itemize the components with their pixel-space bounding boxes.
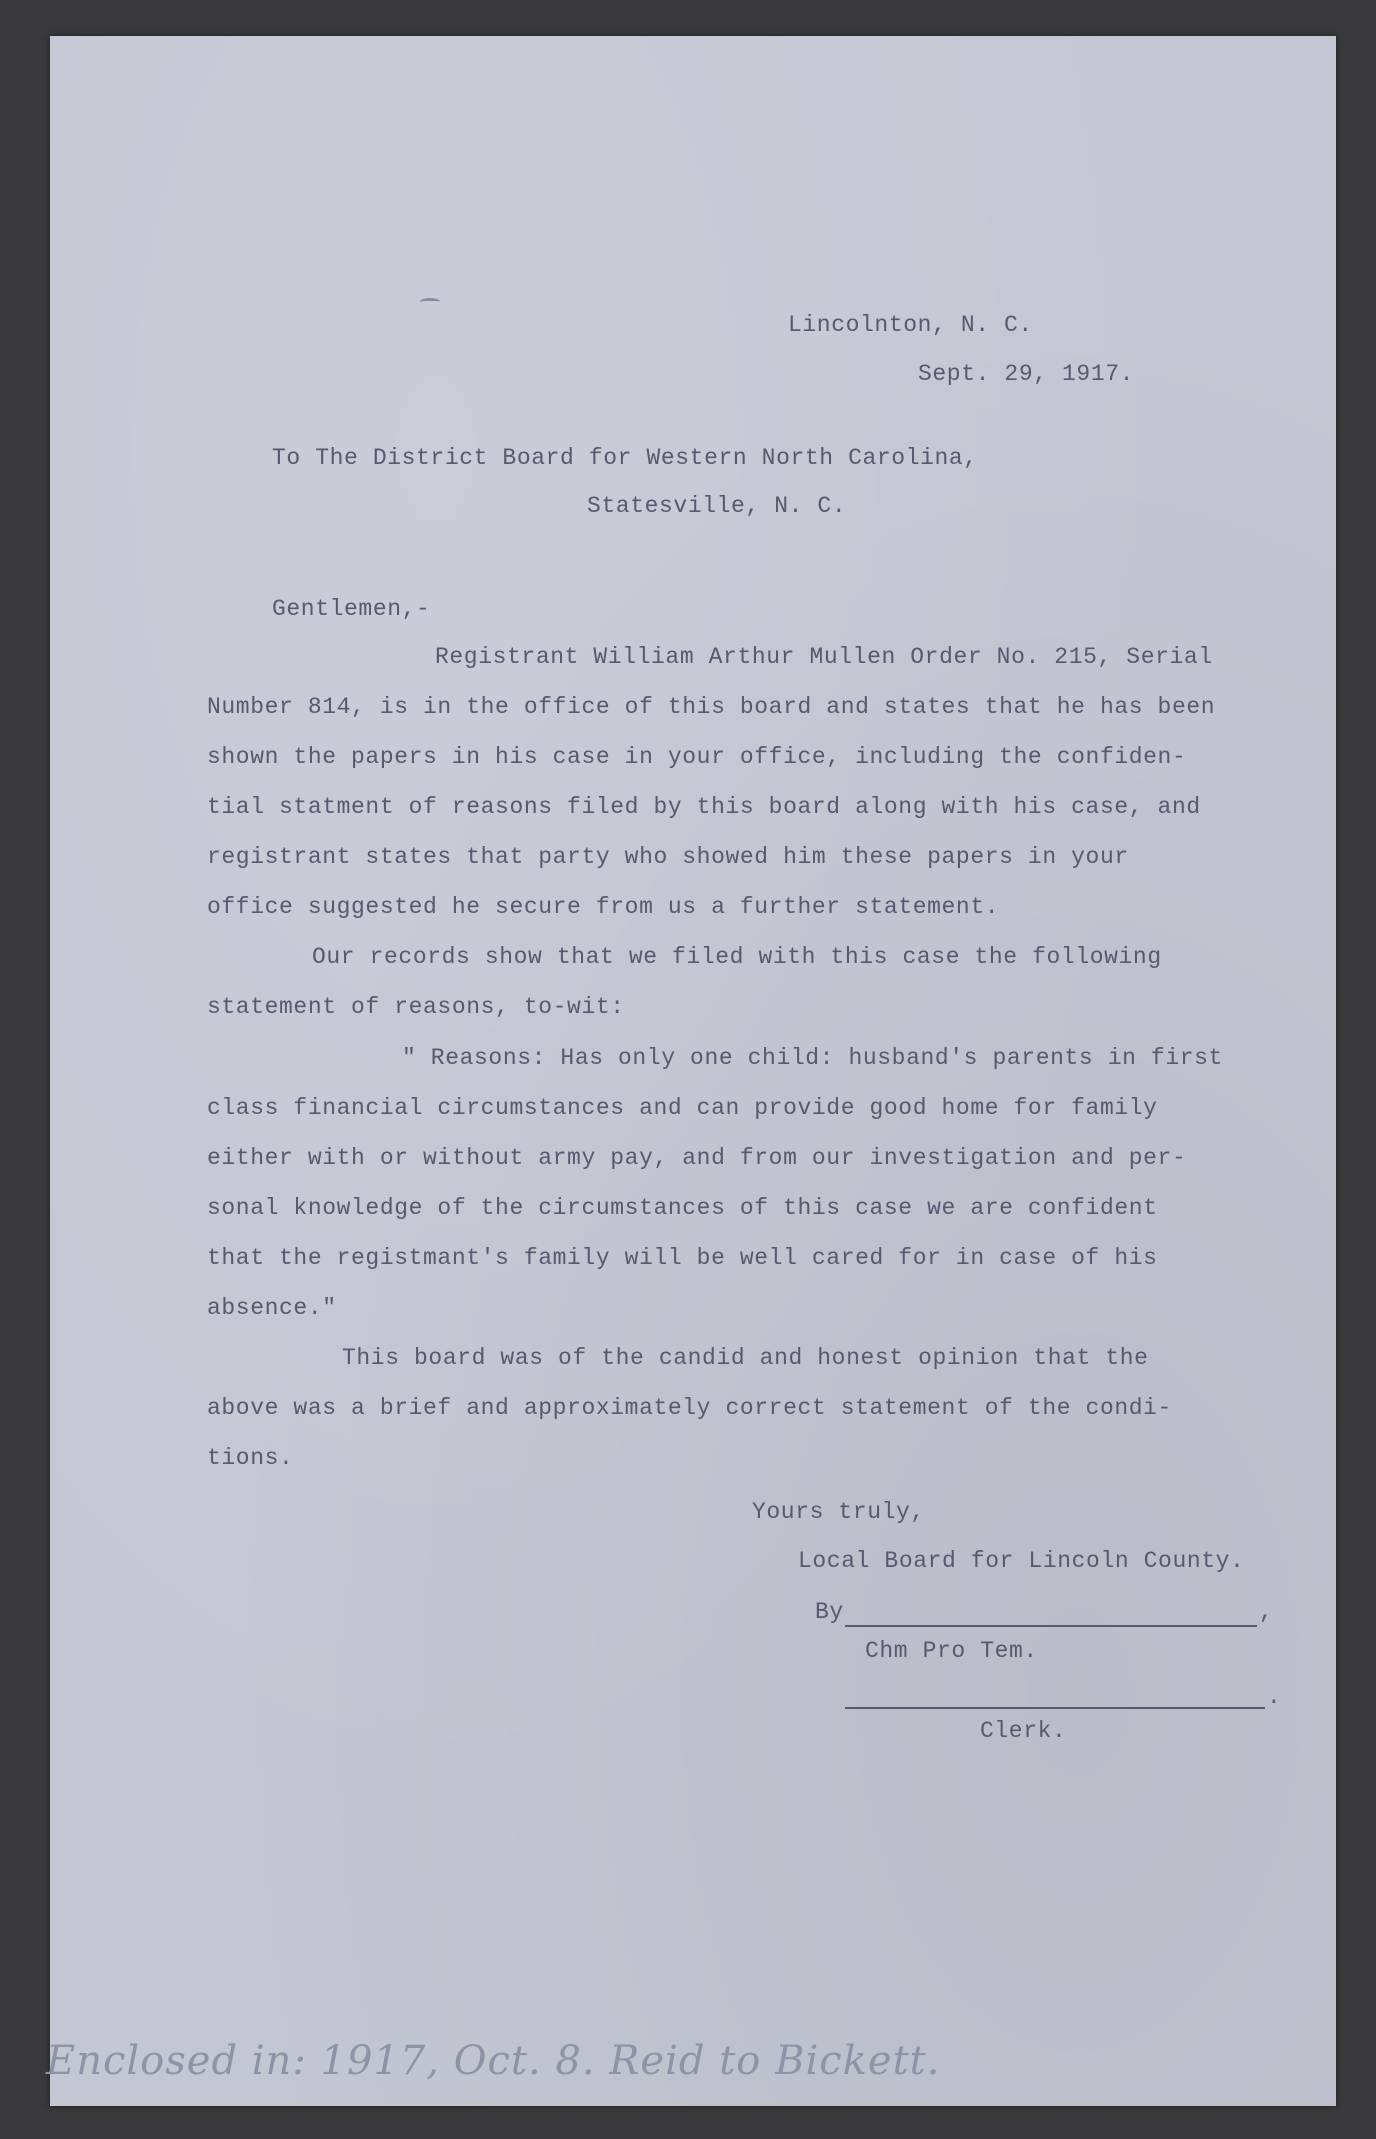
quote-line: sonal knowledge of the circumstances of this case we are confident: [207, 1195, 1158, 1221]
quote-line: absence.": [207, 1295, 337, 1321]
body-line: registrant states that party who showed him these papers in your: [207, 844, 1129, 870]
clerk-line-end: .: [1267, 1684, 1282, 1710]
body-line: Number 814, is in the office of this board and states that he has been: [207, 694, 1216, 720]
handwritten-archive-note: Enclosed in: 1917, Oct. 8. Reid to Bickett.: [46, 2038, 941, 2084]
letter-date: Sept. 29, 1917.: [918, 361, 1135, 387]
letter-page: [46, 36, 1336, 2106]
body-line: Registrant William Arthur Mullen Order No. 215, Serial: [435, 644, 1213, 670]
body-line: above was a brief and approximately correct statement of the condi-: [207, 1395, 1172, 1421]
quote-line: either with or without army pay, and from our investigation and per-: [207, 1145, 1187, 1171]
body-line: office suggested he secure from us a further statement.: [207, 894, 1000, 920]
signing-organization: Local Board for Lincoln County.: [798, 1548, 1245, 1574]
clerk-signature-line: [845, 1707, 1265, 1709]
address-line-2: Statesville, N. C.: [587, 493, 847, 519]
valediction: Yours truly,: [752, 1499, 925, 1525]
body-line: Our records show that we filed with this case the following: [312, 944, 1162, 970]
body-line: shown the papers in his case in your office, including the confiden-: [207, 744, 1187, 770]
chairman-title: Chm Pro Tem.: [865, 1638, 1038, 1664]
letter-place: Lincolnton, N. C.: [788, 312, 1033, 338]
quote-line: that the registmant's family will be well cared for in case of his: [207, 1245, 1158, 1271]
quote-line: " Reasons: Has only one child: husband's parents in first: [402, 1045, 1223, 1071]
body-line: tions.: [207, 1445, 294, 1471]
quote-line: class financial circumstances and can provide good home for family: [207, 1095, 1158, 1121]
salutation: Gentlemen,-: [272, 596, 431, 622]
body-line: tial statment of reasons filed by this board along with his case, and: [207, 794, 1201, 820]
chairman-signature-line: [845, 1625, 1257, 1627]
body-line: This board was of the candid and honest opinion that the: [342, 1345, 1149, 1371]
address-line-1: To The District Board for Western North Carolina,: [272, 445, 978, 471]
clerk-title: Clerk.: [980, 1718, 1067, 1744]
chairman-line-end: ,: [1259, 1599, 1274, 1625]
ink-mark: [420, 298, 440, 305]
body-line: statement of reasons, to-wit:: [207, 994, 625, 1020]
by-label: By: [815, 1599, 844, 1625]
